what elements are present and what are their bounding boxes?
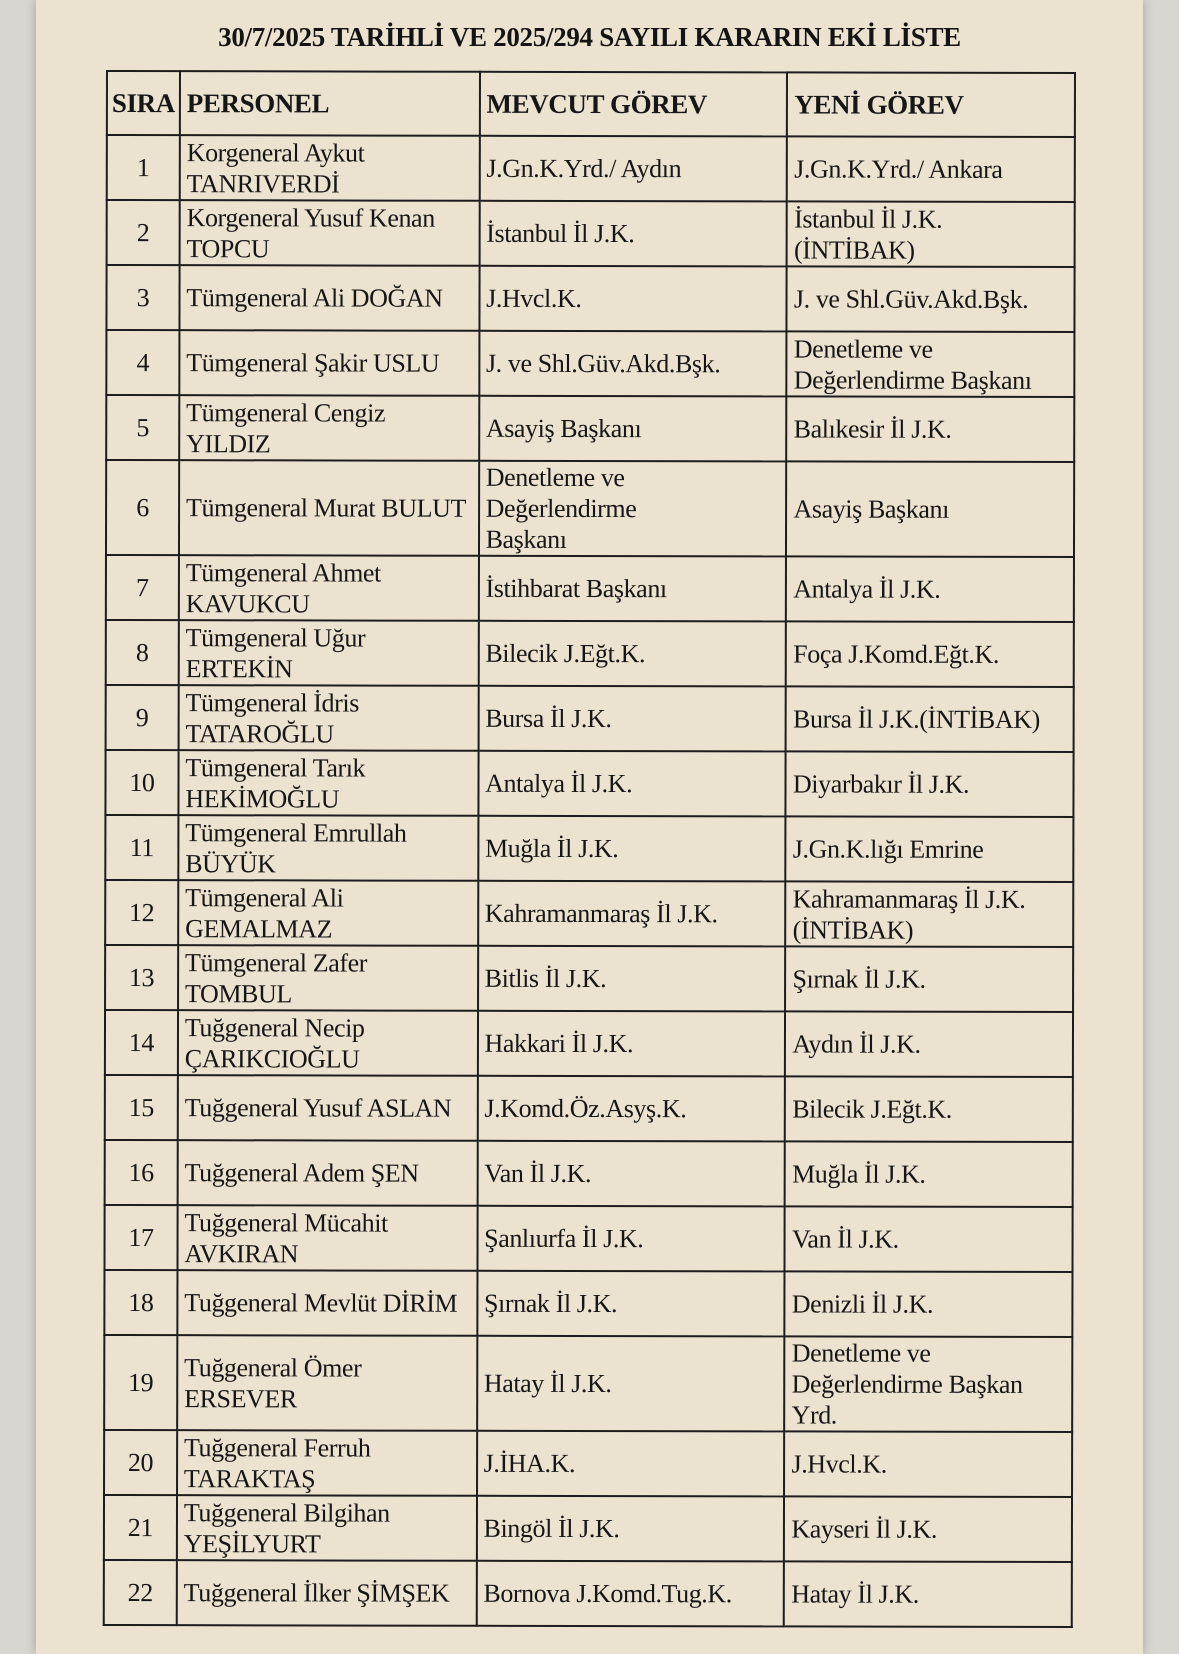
personel-line-2: HEKİMOĞLU: [185, 783, 340, 813]
personel-line-1: Tümgeneral Uğur ERTEKİN: [185, 622, 366, 683]
cell-mevcut-gorev: [479, 396, 787, 462]
yeni-gorev-line-1: Denetleme ve: [791, 1338, 931, 1368]
cell-yeni-gorev: [785, 1011, 1073, 1077]
cell-sira: 13: [105, 945, 178, 1010]
cell-sira: 2: [107, 200, 180, 265]
yeni-gorev-line-1: Aydın İl J.K.: [792, 1029, 921, 1059]
cell-yeni-gorev: [787, 266, 1075, 332]
cell-yeni-gorev: [786, 556, 1074, 622]
personel-line-2: TANRIVERDİ: [186, 168, 340, 198]
table-row: [106, 330, 1074, 397]
yeni-gorev-line-1: Muğla İl J.K.: [792, 1159, 926, 1189]
cell-mevcut-gorev: [479, 331, 787, 397]
cell-personel: [177, 1560, 477, 1626]
table-row: [106, 555, 1074, 622]
mevcut-gorev-line-1: J. ve Shl.Güv.Akd.Bşk.: [485, 348, 721, 379]
yeni-gorev-line-1: Bursa İl J.K.(İNTİBAK): [793, 704, 1040, 734]
cell-personel: [178, 1010, 478, 1076]
cell-sira: 5: [106, 395, 179, 460]
column-header-sira: SIRA: [107, 71, 180, 135]
cell-sira: 3: [106, 265, 179, 330]
table-row: [104, 1205, 1072, 1272]
personel-line-1: Tümgeneral Şakir USLU: [186, 348, 440, 378]
table-row: [105, 1140, 1073, 1207]
personel-line-1: Tuğgeneral Mevlüt DİRİM: [184, 1288, 458, 1318]
cell-personel: [177, 1335, 477, 1431]
table-row: [106, 460, 1074, 557]
personel-line-2: KAVUKCU: [185, 588, 310, 618]
cell-mevcut-gorev: [479, 201, 787, 267]
yeni-gorev-line-1: Kayseri İl J.K.: [791, 1514, 938, 1544]
cell-mevcut-gorev: [477, 1011, 785, 1077]
yeni-gorev-line-1: Denetleme ve: [793, 333, 933, 364]
cell-personel: [177, 1270, 477, 1336]
table-row: [104, 1335, 1072, 1432]
table-row: [105, 750, 1073, 817]
cell-personel: [178, 880, 478, 946]
mevcut-gorev-line-1: Muğla İl J.K.: [484, 833, 619, 864]
personel-line-2: BÜYÜK: [185, 848, 276, 878]
mevcut-gorev-line-1: Bornova J.Komd.Tug.K.: [483, 1578, 732, 1609]
mevcut-gorev-line-1: Antalya İl J.K.: [485, 768, 633, 799]
cell-yeni-gorev: [787, 201, 1075, 267]
cell-mevcut-gorev: [478, 686, 786, 752]
personel-line-2: TOPCU: [186, 233, 270, 263]
personel-line-1: Tümgeneral Emrullah: [185, 817, 407, 848]
personel-line-1: Tümgeneral Ali: [185, 882, 344, 912]
personel-line-1: Tuğgeneral Ömer: [184, 1352, 362, 1383]
personel-line-1: Tuğgeneral Adem ŞEN: [184, 1158, 419, 1188]
cell-personel: [178, 1075, 478, 1141]
table-row: [104, 1270, 1072, 1337]
yeni-gorev-line-1: Bilecik J.Eğt.K.: [792, 1094, 952, 1124]
cell-personel: [179, 265, 479, 331]
yeni-gorev-line-2: (İNTİBAK): [792, 914, 914, 945]
cell-yeni-gorev: [784, 1561, 1072, 1627]
cell-personel: [178, 685, 478, 751]
yeni-gorev-line-1: J.Hvcl.K.: [791, 1449, 887, 1479]
cell-personel: [179, 200, 479, 266]
personel-line-1: Tuğgeneral Yusuf ASLAN: [184, 1093, 452, 1123]
cell-personel: [177, 1205, 477, 1271]
mevcut-gorev-line-1: İstihbarat Başkanı: [485, 573, 667, 604]
mevcut-gorev-line-1: Denetleme ve Değerlendirme: [485, 462, 637, 524]
column-header-personel: PERSONEL: [180, 71, 480, 136]
cell-sira: 22: [104, 1560, 177, 1625]
personel-line-2: ÇARIKCIOĞLU: [184, 1043, 360, 1074]
cell-personel: [179, 555, 479, 621]
cell-sira: 1: [107, 135, 180, 200]
cell-sira: 12: [105, 880, 178, 945]
cell-sira: 19: [104, 1335, 177, 1430]
cell-yeni-gorev: [786, 816, 1074, 882]
cell-sira: 16: [105, 1140, 178, 1205]
cell-yeni-gorev: [787, 396, 1075, 462]
cell-personel: [178, 945, 478, 1011]
cell-sira: 7: [106, 555, 179, 620]
mevcut-gorev-line-1: Hakkari İl J.K.: [484, 1028, 634, 1059]
cell-sira: 4: [106, 330, 179, 395]
personel-line-2: TATAROĞLU: [185, 718, 334, 748]
cell-yeni-gorev: [785, 1206, 1073, 1272]
yeni-gorev-line-1: Foça J.Komd.Eğt.K.: [793, 639, 1000, 669]
yeni-gorev-line-1: Kahramanmaraş İl J.K.: [792, 883, 1026, 914]
personel-line-1: Tümgeneral Ahmet: [185, 557, 381, 588]
cell-sira: 14: [105, 1010, 178, 1075]
personel-line-1: Tuğgeneral Necip: [184, 1012, 365, 1043]
cell-personel: [178, 1140, 478, 1206]
mevcut-gorev-line-1: J.Gn.K.Yrd./ Aydın: [486, 153, 682, 184]
mevcut-gorev-line-1: Şırnak İl J.K.: [483, 1288, 618, 1319]
cell-yeni-gorev: [785, 1141, 1073, 1207]
appointment-table: [103, 70, 1076, 1628]
cell-personel: [177, 1430, 477, 1496]
personel-line-1: Tümgeneral Cengiz YILDIZ: [186, 397, 386, 458]
cell-yeni-gorev: [786, 621, 1074, 687]
cell-personel: [178, 815, 478, 881]
personel-line-1: Tümgeneral Ali DOĞAN: [186, 283, 443, 313]
table-row: [105, 815, 1073, 882]
table-row: [105, 1010, 1073, 1077]
yeni-gorev-line-1: Antalya İl J.K.: [793, 574, 941, 604]
cell-mevcut-gorev: [477, 1271, 785, 1337]
personel-line-1: Tümgeneral Zafer: [184, 947, 368, 978]
personel-line-1: Tümgeneral Murat BULUT: [185, 493, 467, 523]
yeni-gorev-line-1: Asayiş Başkanı: [793, 494, 949, 524]
cell-personel: [179, 330, 479, 396]
table-row: [106, 685, 1074, 752]
cell-mevcut-gorev: [479, 461, 787, 557]
mevcut-gorev-line-1: İstanbul İl J.K.: [486, 218, 635, 249]
yeni-gorev-line-1: Van İl J.K.: [791, 1224, 899, 1254]
cell-yeni-gorev: [786, 881, 1074, 947]
column-header-mevcut-gorev: MEVCUT GÖREV: [479, 72, 787, 137]
cell-yeni-gorev: [787, 331, 1075, 397]
personel-line-1: Tümgeneral İdris: [185, 687, 359, 718]
cell-mevcut-gorev: [478, 621, 786, 687]
mevcut-gorev-line-1: J.Komd.Öz.Asyş.K.: [484, 1093, 687, 1124]
table-row: [106, 395, 1074, 462]
cell-personel: [179, 395, 479, 461]
cell-personel: [179, 460, 479, 556]
cell-mevcut-gorev: [478, 946, 786, 1012]
cell-personel: [177, 1495, 477, 1561]
yeni-gorev-line-2: Değerlendirme Başkanı: [793, 364, 1032, 395]
personel-line-1: Tuğgeneral Mücahit: [184, 1207, 388, 1238]
yeni-gorev-line-1: J. ve Shl.Güv.Akd.Bşk.: [793, 284, 1029, 314]
cell-sira: 21: [104, 1495, 177, 1560]
yeni-gorev-line-1: Hatay İl J.K.: [791, 1579, 919, 1609]
cell-personel: [179, 620, 479, 686]
cell-sira: 15: [105, 1075, 178, 1140]
cell-yeni-gorev: [786, 686, 1074, 752]
mevcut-gorev-line-2: Başkanı: [485, 524, 567, 554]
cell-mevcut-gorev: [477, 1206, 785, 1272]
mevcut-gorev-line-1: Şanlıurfa İl J.K.: [484, 1223, 644, 1254]
personel-line-1: Tümgeneral Tarık: [185, 752, 366, 783]
table-row: [106, 265, 1074, 332]
personel-line-1: Tuğgeneral Ferruh: [183, 1432, 371, 1463]
table-row: [104, 1560, 1072, 1627]
cell-yeni-gorev: [787, 136, 1075, 202]
yeni-gorev-line-1: J.Gn.K.Yrd./ Ankara: [794, 154, 1003, 184]
cell-mevcut-gorev: [477, 1336, 785, 1432]
document-title: 30/7/2025 TARİHLİ VE 2025/294 SAYILI KARARIN EKİ LİSTE: [218, 22, 961, 52]
cell-personel: [180, 135, 480, 201]
cell-mevcut-gorev: [478, 816, 786, 882]
cell-sira: 9: [106, 685, 179, 750]
personel-line-1: Korgeneral Yusuf Kenan: [186, 202, 435, 233]
cell-sira: 18: [104, 1270, 177, 1335]
cell-yeni-gorev: [785, 946, 1073, 1012]
cell-sira: 6: [106, 460, 179, 555]
cell-mevcut-gorev: [477, 1141, 785, 1207]
column-header-yeni-gorev: YENİ GÖREV: [787, 72, 1075, 137]
cell-sira: 10: [105, 750, 178, 815]
yeni-gorev-line-1: J.Gn.K.lığı Emrine: [792, 834, 984, 864]
yeni-gorev-line-1: Denizli İl J.K.: [791, 1289, 934, 1319]
personel-line-2: AVKIRAN: [184, 1238, 299, 1268]
mevcut-gorev-line-1: Hatay İl J.K.: [483, 1368, 612, 1399]
personel-line-2: ERSEVER: [184, 1383, 297, 1413]
cell-sira: 8: [106, 620, 179, 685]
table-row: [107, 135, 1075, 202]
mevcut-gorev-line-1: Bilecik J.Eğt.K.: [485, 638, 646, 669]
table-row: [105, 945, 1073, 1012]
personel-line-1: Tuğgeneral Bilgihan: [183, 1497, 390, 1528]
personel-line-2: YEŞİLYURT: [183, 1528, 321, 1558]
mevcut-gorev-line-1: Van İl J.K.: [484, 1158, 592, 1189]
mevcut-gorev-line-1: J.Hvcl.K.: [486, 283, 582, 313]
cell-personel: [178, 750, 478, 816]
cell-mevcut-gorev: [477, 1076, 785, 1142]
cell-mevcut-gorev: [476, 1496, 784, 1562]
personel-line-1: Korgeneral Aykut: [186, 137, 365, 168]
cell-mevcut-gorev: [478, 556, 786, 622]
table-header-row: [107, 71, 1075, 137]
cell-mevcut-gorev: [478, 881, 786, 947]
yeni-gorev-line-1: İstanbul İl J.K. (İNTİBAK): [794, 203, 943, 265]
mevcut-gorev-line-1: Bursa İl J.K.: [485, 703, 612, 734]
cell-sira: 11: [105, 815, 178, 880]
cell-sira: 20: [104, 1430, 177, 1495]
personel-line-2: GEMALMAZ: [185, 913, 333, 943]
personel-line-2: TOMBUL: [184, 978, 292, 1008]
table-row: [105, 880, 1073, 947]
cell-yeni-gorev: [785, 1271, 1073, 1337]
cell-mevcut-gorev: [477, 1431, 785, 1497]
table-row: [104, 1430, 1072, 1497]
cell-mevcut-gorev: [479, 266, 787, 332]
yeni-gorev-line-1: Balıkesir İl J.K.: [793, 414, 952, 444]
mevcut-gorev-line-1: Asayiş Başkanı: [485, 413, 642, 444]
yeni-gorev-line-2: Değerlendirme Başkan Yrd.: [791, 1369, 1023, 1430]
mevcut-gorev-line-1: Bingöl İl J.K.: [483, 1513, 620, 1544]
cell-yeni-gorev: [784, 1431, 1072, 1497]
cell-mevcut-gorev: [479, 136, 787, 202]
cell-yeni-gorev: [785, 1336, 1073, 1432]
yeni-gorev-line-1: Şırnak İl J.K.: [792, 964, 926, 994]
cell-yeni-gorev: [785, 1076, 1073, 1142]
cell-yeni-gorev: [786, 461, 1074, 557]
mevcut-gorev-line-1: Kahramanmaraş İl J.K.: [484, 898, 718, 929]
yeni-gorev-line-1: Diyarbakır İl J.K.: [792, 769, 970, 799]
table-row: [107, 200, 1075, 267]
table-row: [106, 620, 1074, 687]
document-page: [36, 0, 1143, 1654]
table-row: [104, 1495, 1072, 1562]
table-row: [105, 1075, 1073, 1142]
personel-line-1: Tuğgeneral İlker ŞİMŞEK: [183, 1578, 450, 1608]
cell-mevcut-gorev: [478, 751, 786, 817]
mevcut-gorev-line-1: J.İHA.K.: [483, 1448, 576, 1478]
cell-yeni-gorev: [786, 751, 1074, 817]
personel-line-2: TARAKTAŞ: [183, 1463, 316, 1493]
cell-sira: 17: [104, 1205, 177, 1270]
mevcut-gorev-line-1: Bitlis İl J.K.: [484, 963, 607, 994]
cell-yeni-gorev: [784, 1496, 1072, 1562]
cell-mevcut-gorev: [476, 1561, 784, 1627]
